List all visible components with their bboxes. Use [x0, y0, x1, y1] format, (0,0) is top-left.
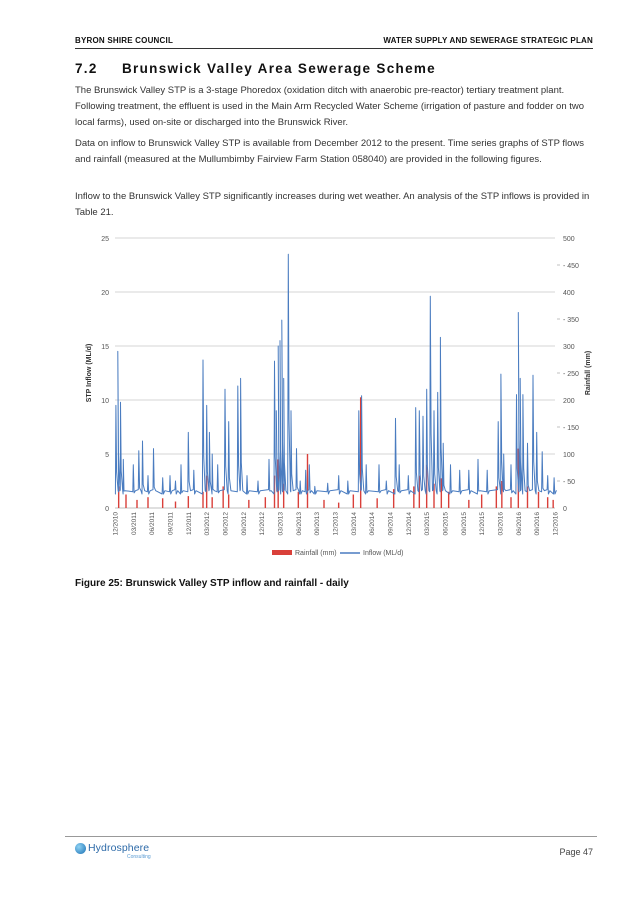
chart-canvas [75, 228, 595, 573]
x-tick-label: 12/2015 [479, 512, 487, 536]
rainfall-bar [448, 492, 449, 508]
rainfall-bar [413, 486, 414, 508]
rainfall-bar [323, 500, 324, 508]
rainfall-bar [353, 495, 354, 509]
y2-tick-label: - 350 [563, 317, 579, 324]
x-tick-label: 06/2016 [515, 512, 523, 536]
rainfall-bar [338, 503, 339, 508]
y2-tick-label: - 450 [563, 263, 579, 270]
rainfall-bar [481, 495, 482, 509]
x-tick-label: 06/2015 [442, 512, 450, 536]
globe-icon [75, 843, 86, 854]
y-tick-label: 25 [101, 236, 109, 243]
page-header [75, 34, 593, 48]
x-tick-label: 06/2011 [149, 512, 157, 536]
legend-rainfall-swatch [272, 550, 292, 555]
x-tick-label: 12/2013 [332, 512, 340, 536]
x-tick-label: 09/2015 [460, 512, 468, 536]
y2-tick-label: 0 [563, 506, 567, 513]
figure-caption: Figure 25: Brunswick Valley STP inflow and rainfall - daily [75, 578, 349, 589]
legend-inflow-label: Inflow (ML/d) [363, 550, 404, 557]
legend-rainfall-label: Rainfall (mm) [295, 550, 337, 557]
rainfall-bar [376, 498, 377, 508]
x-tick-label: 09/2012 [240, 512, 248, 536]
x-tick-label: 12/2011 [185, 512, 193, 536]
y2-tick-label: - 250 [563, 371, 579, 378]
rainfall-bar [228, 495, 229, 509]
y2-tick-label: 400 [563, 290, 575, 297]
rainfall-bar [188, 496, 189, 508]
y2-tick-label: 100 [563, 452, 575, 459]
x-tick-label: 03/2016 [497, 512, 505, 536]
x-tick-label: 09/2013 [314, 512, 322, 536]
header-document-title: WATER SUPPLY AND SEWERAGE STRATEGIC PLAN [383, 36, 593, 45]
y-tick-label: 0 [105, 506, 109, 513]
paragraph-wet-weather: Inflow to the Brunswick Valley STP significantly increases during wet weather. An analysis of the STP inflows is provided in Table 21. [75, 191, 590, 218]
paragraph-data-availability: Data on inflow to Brunswick Valley STP is available from December 2012 to the present. Time series graphs of STP flows and rainfall (measured at the Mullumbimby Fairview Farm Station 058040) are provided in the following figures. [75, 138, 585, 165]
section-heading [75, 61, 436, 76]
page-number: Page 47 [559, 847, 593, 857]
x-tick-label: 06/2012 [222, 512, 230, 536]
y2-tick-label: - 50 [563, 479, 576, 486]
x-tick-label: 06/2014 [369, 512, 377, 536]
section-number: 7.2 [75, 61, 98, 76]
x-tick-label: 12/2016 [552, 512, 560, 536]
y-tick-label: 5 [105, 452, 109, 459]
x-tick-label: 03/2013 [277, 512, 285, 536]
x-tick-label: 03/2012 [204, 512, 212, 536]
x-tick-label: 03/2015 [424, 512, 432, 536]
x-tick-label: 03/2011 [130, 512, 138, 536]
y2-axis-label: Rainfall (mm) [585, 350, 592, 396]
rainfall-bar [501, 481, 502, 508]
rainfall-bar [468, 500, 469, 508]
header-divider [75, 48, 593, 49]
header-organisation: BYRON SHIRE COUNCIL [75, 36, 174, 45]
hydrosphere-logo [75, 842, 165, 864]
rainfall-bar [298, 492, 299, 508]
y-tick-label: 10 [101, 398, 109, 405]
x-tick-label: 12/2012 [259, 512, 267, 536]
x-tick-label: 09/2016 [534, 512, 542, 536]
y-tick-label: 15 [101, 344, 109, 351]
x-tick-label: 09/2014 [387, 512, 395, 536]
rainfall-bar [307, 454, 308, 508]
x-tick-label: 09/2011 [167, 512, 175, 536]
section-title: Brunswick Valley Area Sewerage Scheme [122, 61, 436, 76]
y2-tick-label: - 150 [563, 425, 579, 432]
x-tick-label: 12/2014 [405, 512, 413, 536]
y2-tick-label: 200 [563, 398, 575, 405]
rainfall-bar [125, 495, 126, 509]
rainfall-bar [393, 489, 394, 508]
rainfall-bar [510, 497, 511, 508]
rainfall-bar [547, 497, 548, 508]
y2-tick-label: 300 [563, 344, 575, 351]
x-tick-label: 06/2013 [295, 512, 303, 536]
rainfall-bar [265, 497, 266, 508]
rainfall-bar [211, 497, 212, 508]
y-axis-label: STP Inflow (ML/d) [86, 343, 93, 403]
logo-brand-text: Hydrosphere [88, 842, 150, 854]
rainfall-bar [147, 497, 148, 508]
y2-tick-label: 500 [563, 236, 575, 243]
rainfall-bar [552, 500, 553, 508]
rainfall-bar [248, 500, 249, 508]
x-tick-label: 03/2014 [350, 512, 358, 536]
y-tick-label: 20 [101, 290, 109, 297]
footer-divider [65, 836, 597, 837]
rainfall-bar [175, 502, 176, 508]
logo-sub-text: Consulting [127, 854, 151, 860]
x-tick-label: 12/2010 [112, 512, 120, 536]
rainfall-bar [136, 500, 137, 508]
rainfall-bar [162, 498, 163, 508]
inflow-rainfall-chart [75, 228, 595, 573]
inflow-series-line [115, 254, 556, 494]
paragraph-stp-description: The Brunswick Valley STP is a 3-stage Phoredox (oxidation ditch with anaerobic pre-reactor) tertiary treatment plant. Following treatment, the effluent is used in the Main Arm Recycled Water Scheme (irrigation of pasture and fodder on two local farms), used on-site or discharged into the Brunswick River. [75, 85, 585, 128]
rainfall-bar [538, 492, 539, 508]
